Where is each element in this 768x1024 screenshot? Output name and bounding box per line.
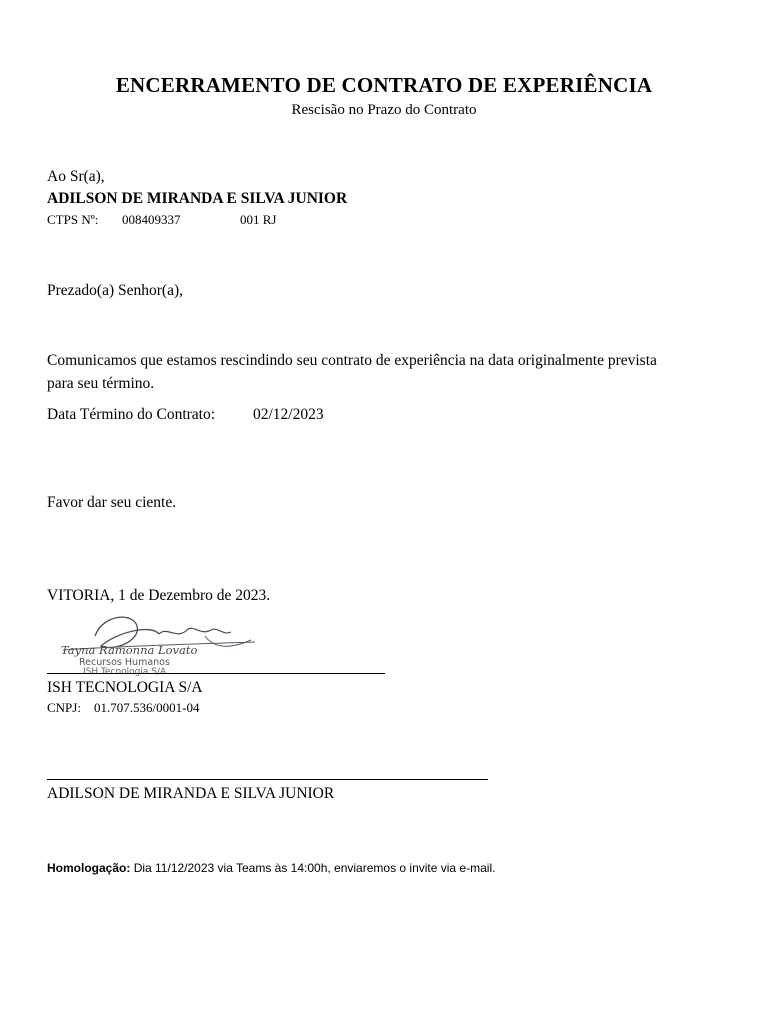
company-signature xyxy=(55,606,275,678)
homologacao-text: Dia 11/12/2023 via Teams às 14:00h, enviaremos o invite via e-mail. xyxy=(133,861,496,875)
cnpj-label: CNPJ: xyxy=(47,700,81,715)
end-date-label: Data Término do Contrato: xyxy=(47,406,216,423)
request-acknowledgement: Favor dar seu ciente. xyxy=(47,494,177,511)
signature-company: ISH Tecnologia S/A xyxy=(83,667,167,677)
ctps-number: 008409337 xyxy=(122,212,181,227)
greeting: Prezado(a) Senhor(a), xyxy=(47,282,183,299)
salutation-to: Ao Sr(a), xyxy=(47,168,105,185)
employee-name: ADILSON DE MIRANDA E SILVA JUNIOR xyxy=(47,785,335,802)
company-signature-line xyxy=(47,673,385,674)
recipient-name: ADILSON DE MIRANDA E SILVA JUNIOR xyxy=(47,190,348,207)
ctps-series: 001 RJ xyxy=(240,212,277,227)
signature-signer-name: Tayna Ramonna Lovato xyxy=(61,643,198,657)
end-date-value: 02/12/2023 xyxy=(253,406,324,423)
letter-body: Comunicamos que estamos rescindindo seu contrato de experiência na data originalmente prevista para seu término. xyxy=(47,352,657,392)
signature-department: Recursos Humanos xyxy=(79,657,170,668)
homologacao-note xyxy=(47,861,495,875)
ctps-label: CTPS Nº: xyxy=(47,212,99,227)
employee-signature-line xyxy=(47,779,488,780)
company-name: ISH TECNOLOGIA S/A xyxy=(47,679,203,696)
homologacao-label: Homologação: xyxy=(47,861,131,875)
cnpj-value: 01.707.536/0001-04 xyxy=(94,700,200,715)
place-and-date: VITORIA, 1 de Dezembro de 2023. xyxy=(47,587,271,604)
document-subtitle: Rescisão no Prazo do Contrato xyxy=(291,102,477,118)
document-title: ENCERRAMENTO DE CONTRATO DE EXPERIÊNCIA xyxy=(115,73,653,97)
